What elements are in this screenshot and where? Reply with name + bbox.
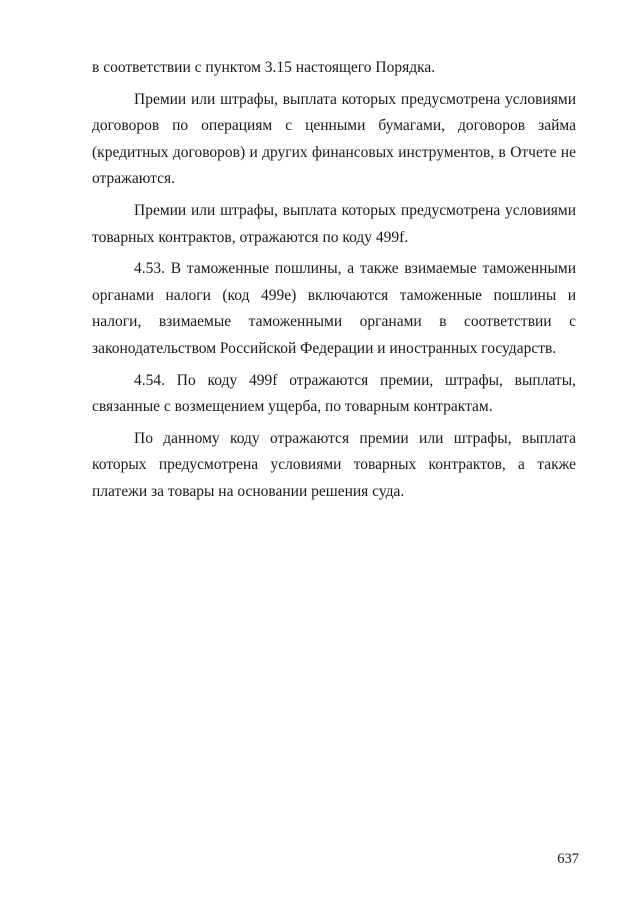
paragraph-section-4-53: 4.53. В таможенные пошлины, а также взимаемые таможенными органами налоги (код 499е) включаются таможенные пошлины и налоги, взимаемые таможенными органами в соответствии с законодательством Российской Федерации и иностранных государств. bbox=[92, 260, 576, 357]
paragraph-section-4-54: 4.54. По коду 499f отражаются премии, штрафы, выплаты, связанные с возмещением ущерба, по товарным контрактам. bbox=[92, 371, 576, 416]
paragraph-premiums-commodity-contracts: Премии или штрафы, выплата которых предусмотрена условиями товарных контрактов, отражаются по коду 499f. bbox=[92, 201, 576, 246]
paragraph-premiums-financial-instruments: Премии или штрафы, выплата которых предусмотрена условиями договоров по операциям с ценными бумагами, договоров займа (кредитных договоров) и других финансовых инструментов, в Отчете не отражаются. bbox=[92, 90, 576, 188]
page-number: 637 bbox=[557, 851, 579, 867]
paragraph-code-499f-details: По данному коду отражаются премии или штрафы, выплата которых предусмотрена условиями товарных контрактов, а также платежи за товары на основании решения суда. bbox=[92, 429, 576, 500]
document-body bbox=[92, 55, 576, 511]
paragraph-continuation: в соответствии с пунктом 3.15 настоящего Порядка. bbox=[92, 59, 436, 76]
